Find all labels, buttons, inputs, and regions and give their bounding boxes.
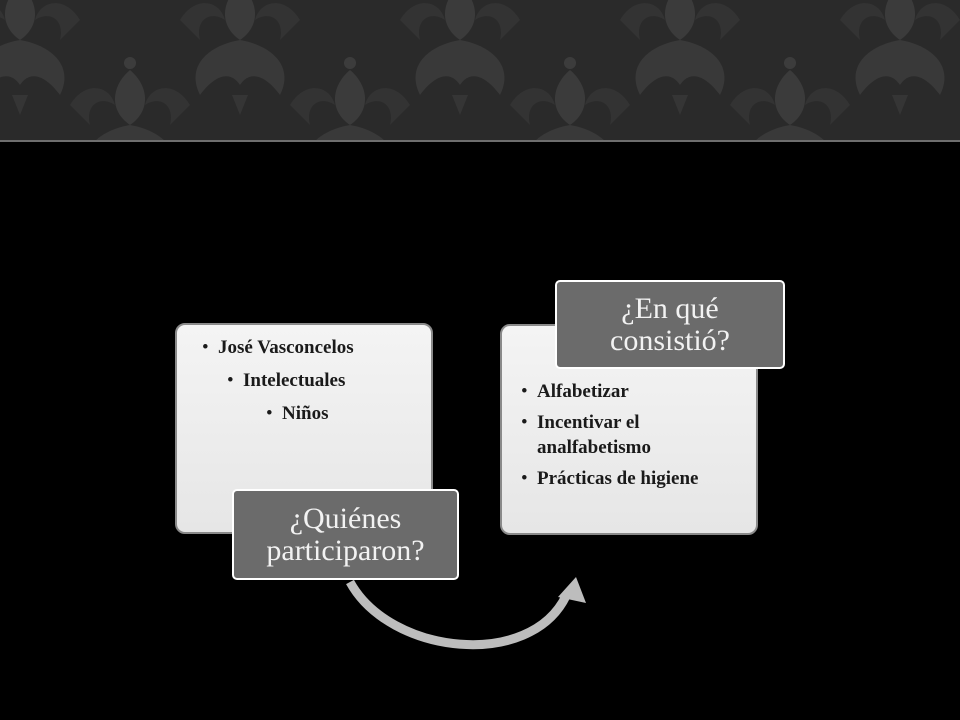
list-item-text: José Vasconcelos (218, 337, 354, 358)
heading-line: ¿Quiénes (289, 501, 402, 535)
bullet-icon: • (202, 337, 209, 358)
bullet-icon: • (266, 403, 273, 424)
heading-line: participaron? (266, 533, 425, 567)
bullet-icon: • (521, 412, 528, 433)
bullet-icon: • (521, 468, 528, 489)
bullet-icon: • (521, 381, 528, 402)
list-item-text: Incentivar el analfabetismo (537, 412, 651, 458)
list-item-text: Prácticas de higiene (537, 468, 699, 489)
list-item-text: Intelectuales (243, 370, 346, 391)
list-item-text: Alfabetizar (537, 381, 629, 402)
heading-line: consistió? (610, 323, 730, 357)
bullet-icon: • (227, 370, 234, 391)
heading-line: ¿En qué (621, 291, 719, 325)
list-item-text: Niños (282, 403, 329, 424)
